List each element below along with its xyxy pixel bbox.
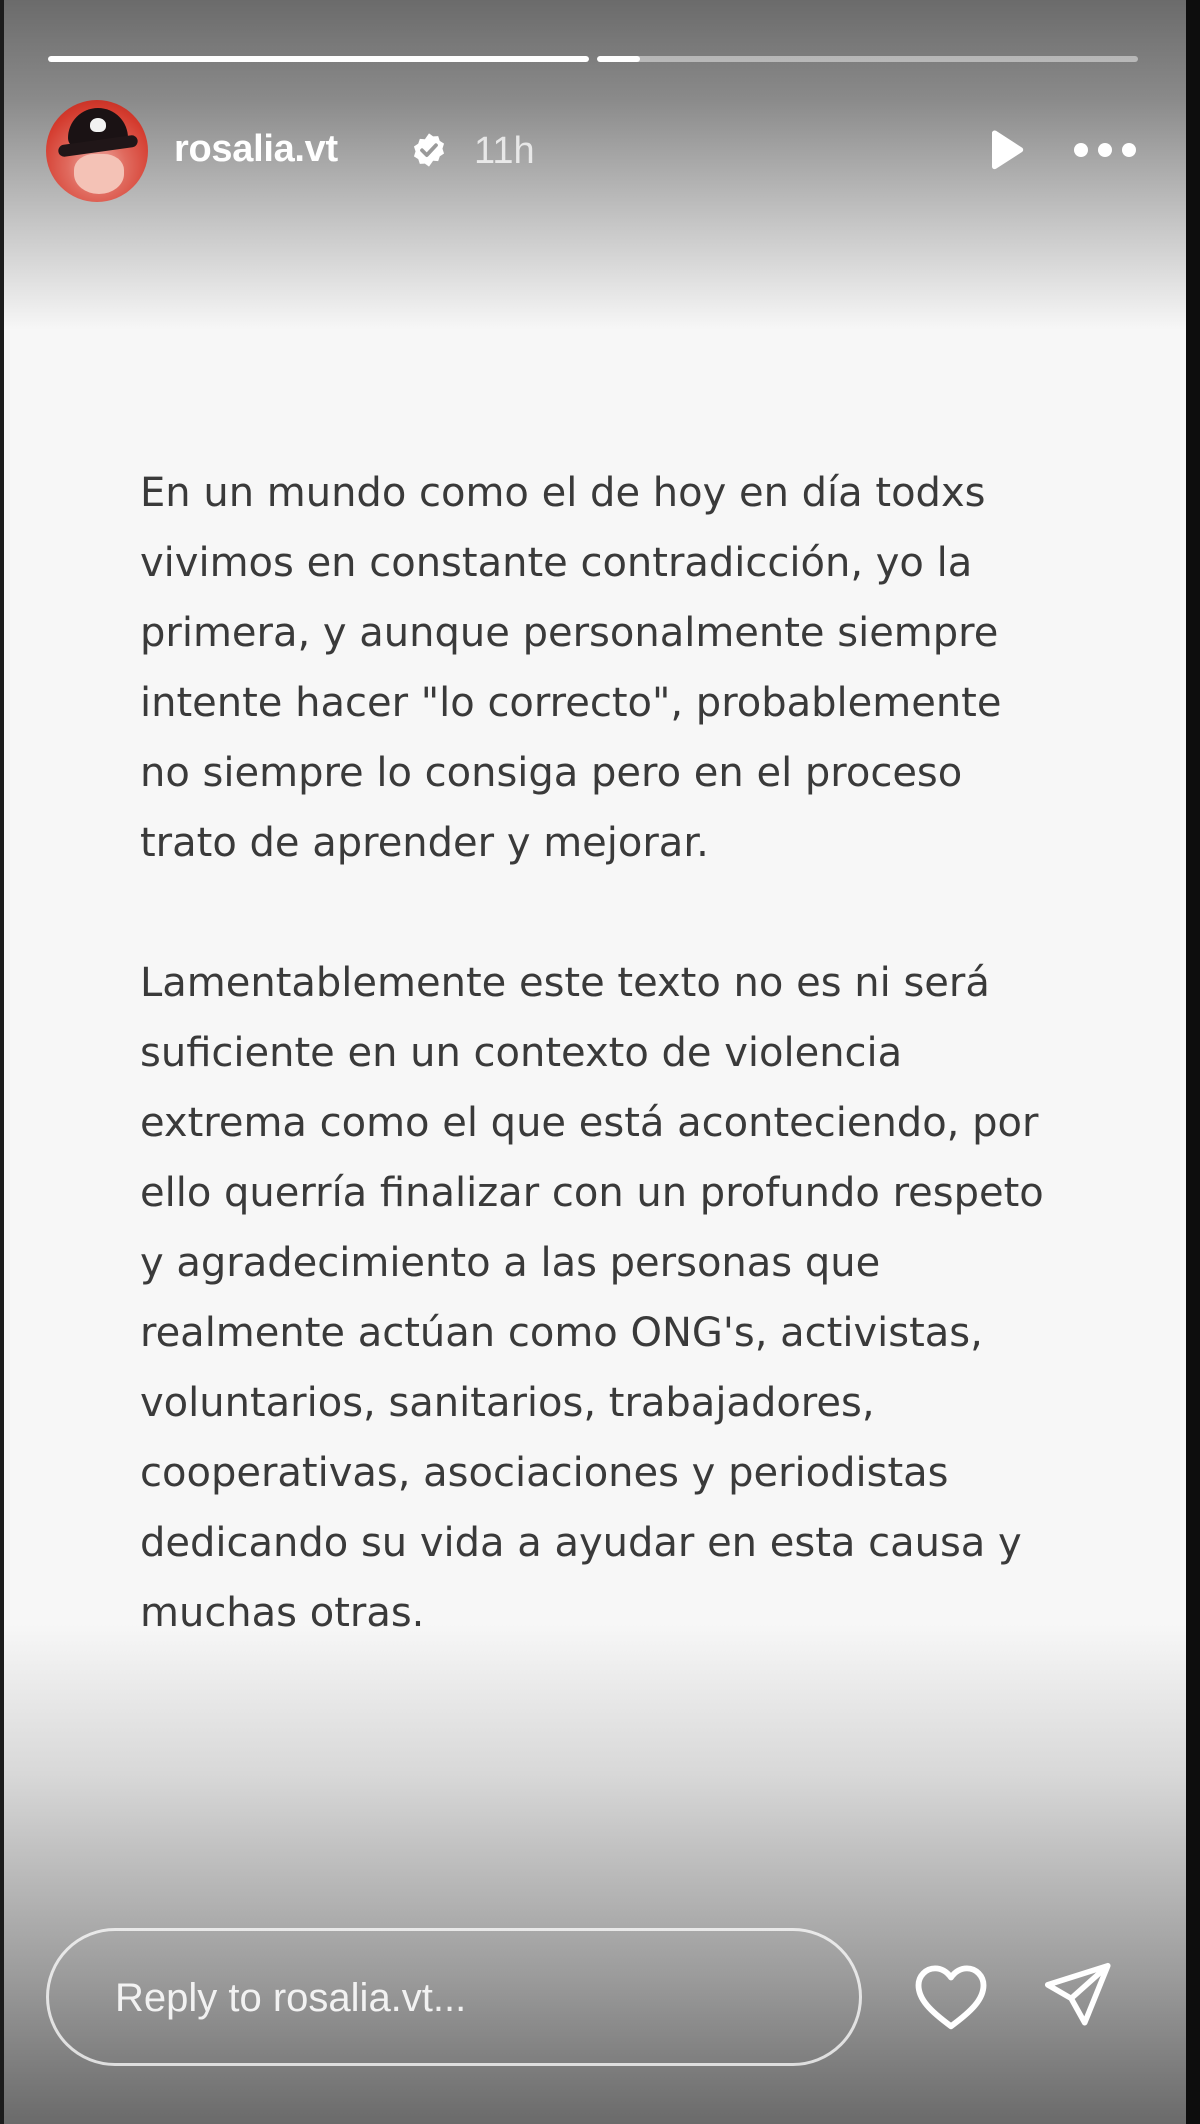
reply-box[interactable] [46,1928,862,2066]
username-link[interactable]: rosalia.vt [174,128,338,170]
avatar-face [74,154,124,194]
story-header [46,98,1140,202]
window-left-edge [0,0,4,2124]
progress-segment-1 [48,56,589,62]
progress-fill-1 [48,56,589,62]
reply-input[interactable] [113,1931,817,2065]
window-right-edge [1186,0,1200,2124]
story-text [140,458,1100,1718]
progress-segment-2 [597,56,1138,62]
paragraph-1: En un mundo como el de hoy en día todxs vivimos en constante contradicción, yo la primera, y aunque personalmente siempre intente hacer "lo correcto", probablemente no siempre lo consiga pero en el proceso trato de aprender y mejorar. [140,470,1002,866]
send-icon[interactable] [1040,1958,1114,2032]
post-timestamp: 11h [474,130,535,172]
more-options-icon[interactable] [1070,132,1140,168]
avatar-skull [90,118,106,132]
avatar[interactable] [46,100,148,202]
play-icon[interactable] [980,126,1028,174]
progress-fill-2 [597,56,640,62]
story-progress [48,56,1138,62]
heart-icon[interactable] [912,1960,990,2032]
verified-badge-icon [410,131,448,169]
paragraph-2: Lamentablemente este texto no es ni será suficiente en un contexto de violencia extrema como el que está aconteciendo, por ello querría finalizar con un profundo respeto y agradecimiento a las personas que realmente actúan como ONG's, activistas, voluntarios, sanitarios, trabajadores, cooperativas, asociaciones y periodistas dedicando su vida a ayudar en esta causa y muchas otras. [140,960,1044,1636]
